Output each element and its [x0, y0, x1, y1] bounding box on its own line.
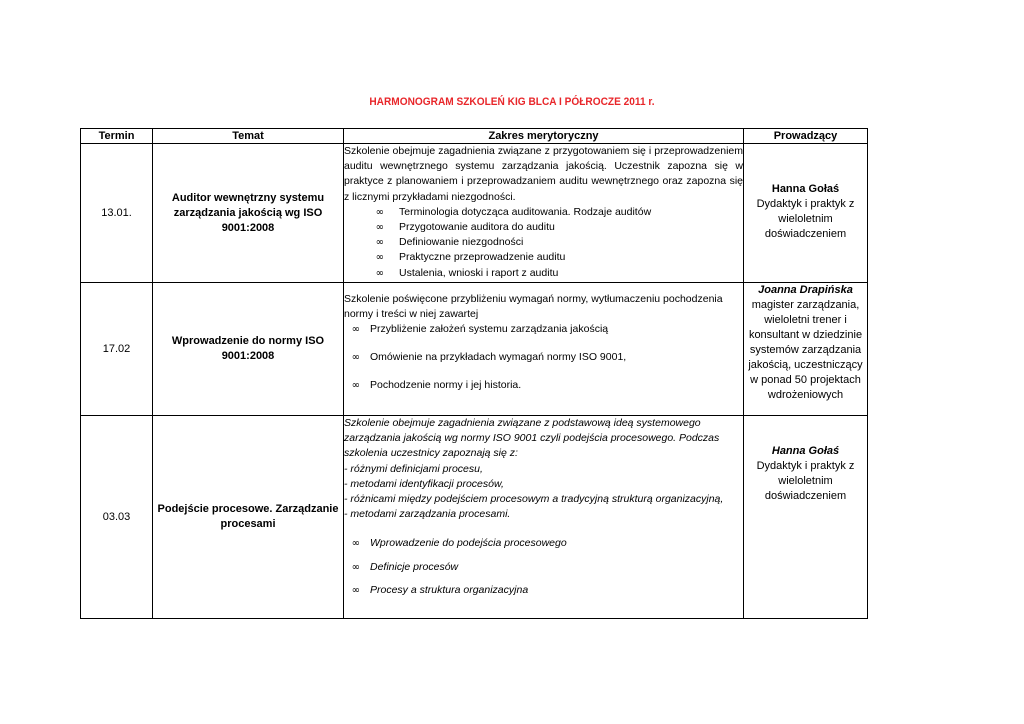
infinity-bullet-icon: ∞: [351, 352, 360, 364]
list-item: [344, 378, 743, 393]
scope-line: - różnymi definicjami procesu,: [344, 462, 483, 475]
column-header-term: Termin: [81, 129, 153, 144]
scope-bullet-list: [344, 536, 743, 598]
table-row: [81, 144, 868, 283]
infinity-bullet-icon: ∞: [375, 206, 384, 218]
column-header-topic: Temat: [153, 129, 344, 144]
list-item-text: Definiowanie niezgodności: [399, 236, 524, 249]
document-title: HARMONOGRAM SZKOLEŃ KIG BLCA I PÓŁROCZE 2011 r.: [369, 96, 655, 108]
instructor-description: magister zarządzania, wieloletni trener i konsultant w dziedzinie systemów zarządzania jakością, uczestniczący w ponad 50 projektach wdrożeniowych: [748, 299, 863, 401]
term-cell: 03.03: [81, 416, 153, 619]
list-item-text: Przybliżenie założeń systemu zarządzania jakością: [370, 323, 609, 336]
scope-bullet-list: [344, 205, 743, 281]
list-item-text: Pochodzenie normy i jej historia.: [370, 378, 522, 391]
training-schedule-table: [80, 128, 868, 619]
list-item-text: Praktyczne przeprowadzenie auditu: [399, 251, 566, 264]
list-item: [344, 235, 743, 250]
list-item: [344, 322, 743, 337]
scope-description: Szkolenie poświęcone przybliżeniu wymagań normy, wytłumaczeniu pochodzenia normy i treści w niej zawartej: [344, 293, 723, 321]
infinity-bullet-icon: ∞: [351, 379, 360, 391]
list-item: [344, 350, 743, 365]
instructor-cell: [744, 416, 868, 619]
scope-cell: [344, 416, 744, 619]
list-item: [344, 266, 743, 281]
topic-cell: Wprowadzenie do normy ISO 9001:2008: [153, 283, 344, 416]
instructor-cell: [744, 283, 868, 416]
list-item-text: Definicje procesów: [370, 560, 459, 573]
scope-bullet-list: [344, 322, 743, 393]
infinity-bullet-icon: ∞: [375, 222, 384, 234]
infinity-bullet-icon: ∞: [375, 237, 384, 249]
list-item: [344, 583, 743, 598]
instructor-name: Hanna Gołaś: [771, 445, 840, 457]
infinity-bullet-icon: ∞: [351, 324, 360, 336]
list-item-text: Procesy a struktura organizacyjna: [370, 583, 529, 596]
scope-line: - różnicami między podejściem procesowym a tradycyjną strukturą organizacyjną,: [344, 493, 724, 506]
column-header-instructor: Prowadzący: [744, 129, 868, 144]
instructor-description: Dydaktyk i praktyk z wieloletnim doświadczeniem: [756, 460, 855, 502]
infinity-bullet-icon: ∞: [351, 561, 360, 573]
list-item: [344, 250, 743, 265]
scope-line: - metodami identyfikacji procesów,: [344, 477, 504, 490]
table-row: [81, 416, 868, 619]
topic-cell: Podejście procesowe. Zarządzanie procesami: [153, 416, 344, 619]
topic-cell: Auditor wewnętrzny systemu zarządzania jakością wg ISO 9001:2008: [153, 144, 344, 283]
term-cell: 13.01.: [81, 144, 153, 283]
term-cell: 17.02: [81, 283, 153, 416]
list-item-text: Terminologia dotycząca auditowania. Rodzaje auditów: [399, 205, 652, 218]
infinity-bullet-icon: ∞: [375, 252, 384, 264]
instructor-cell: [744, 144, 868, 283]
list-item: [344, 536, 743, 551]
list-item: [344, 205, 743, 220]
column-header-scope: Zakres merytoryczny: [344, 129, 744, 144]
list-item: [344, 560, 743, 575]
list-item-text: Przygotowanie auditora do auditu: [399, 221, 555, 234]
table-header-row: [81, 129, 868, 144]
list-item-text: Ustalenia, wnioski i raport z auditu: [399, 266, 559, 279]
instructor-name: Joanna Drapińska: [758, 284, 853, 296]
infinity-bullet-icon: ∞: [375, 267, 384, 279]
instructor-description: Dydaktyk i praktyk z wieloletnim doświadczeniem: [756, 198, 855, 240]
scope-cell: [344, 283, 744, 416]
instructor-name: Hanna Gołaś: [771, 183, 840, 195]
scope-description: Szkolenie obejmuje zagadnienia związane z przygotowaniem się i przeprowadzeniem auditu wewnętrznego systemu zarządzania jakością. Uczestnik zapozna się w praktyce z planowaniem i przeprowadzaniem auditu wewnętrznego oraz zapozna się z licznymi przykładami niezgodności.: [344, 145, 743, 203]
list-item: [344, 220, 743, 235]
scope-description: Szkolenie obejmuje zagadnienia związane z podstawową ideą systemowego zarządzania jakością wg normy ISO 9001 czyli podejścia procesowego. Podczas szkolenia uczestnicy zapoznają się z:: [344, 417, 720, 460]
infinity-bullet-icon: ∞: [351, 538, 360, 550]
infinity-bullet-icon: ∞: [351, 584, 360, 596]
list-item-text: Omówienie na przykładach wymagań normy ISO 9001,: [370, 351, 627, 364]
scope-cell: [344, 144, 744, 283]
table-row: [81, 283, 868, 416]
scope-line: - metodami zarządzania procesami.: [344, 508, 511, 521]
list-item-text: Wprowadzenie do podejścia procesowego: [370, 537, 567, 550]
